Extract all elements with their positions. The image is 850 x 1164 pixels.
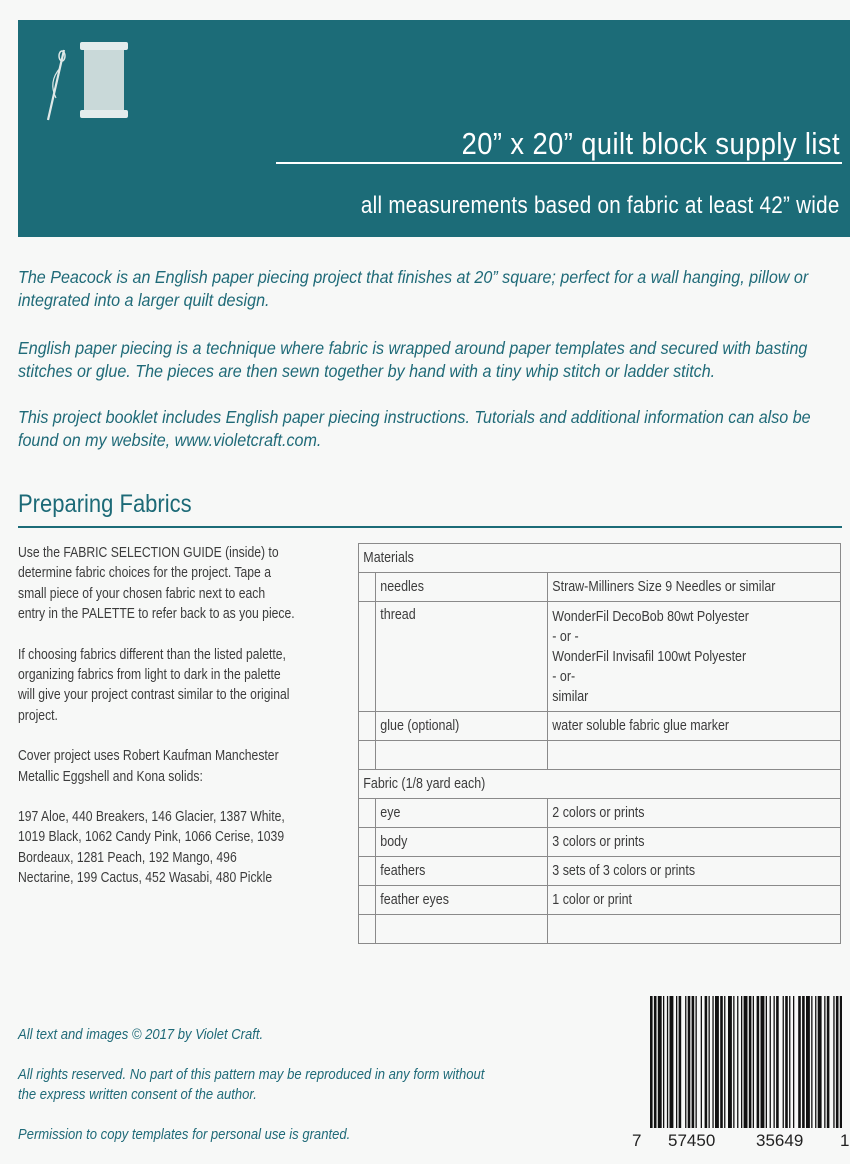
item-value: 3 sets of 3 colors or prints [552, 863, 696, 879]
instruction-paragraph: Cover project uses Robert Kaufman Manchester Metallic Eggshell and Kona solids: [18, 748, 279, 785]
page-subtitle: all measurements based on fabric at least 42” wide [361, 192, 840, 219]
header-banner [18, 20, 850, 237]
intro-paragraph-1: The Peacock is an English paper piecing project that finishes at 20” square; perfect for a wall hanging, pillow or integrated into a larger quilt design. [18, 267, 809, 310]
item-value: 3 colors or prints [552, 834, 645, 850]
table-row [359, 799, 841, 828]
barcode-group-1: 57450 [668, 1131, 716, 1150]
item-value [548, 607, 799, 707]
item-value: 2 colors or prints [552, 805, 645, 821]
item-label: needles [380, 579, 424, 595]
intro-paragraph-3: This project booklet includes English paper piecing instructions. Tutorials and additional information can also be found on my website, www.violetcraft.com. [18, 407, 811, 450]
barcode-digits [632, 1131, 850, 1153]
barcode-group-2: 35649 [756, 1131, 804, 1150]
rights-notice-line-1: All rights reserved. No part of this pattern may be reproduced in any form without [18, 1067, 485, 1083]
item-label: body [380, 834, 408, 850]
barcode-check-digit: 1 [840, 1131, 850, 1150]
table-row [359, 602, 841, 712]
fabric-instructions [18, 543, 295, 909]
item-label: thread [380, 607, 416, 623]
rights-notice-line-2: the express written consent of the author. [18, 1087, 257, 1103]
thread-option: similar [552, 689, 589, 705]
fabric-color-list: 197 Aloe, 440 Breakers, 146 Glacier, 1387 White, 1019 Black, 1062 Candy Pink, 1066 Cerise, 1039 Bordeaux, 1281 Peach, 192 Mango, 496 Nectarine, 199 Cactus, 452 Wasabi, 480 Pickle [18, 809, 285, 887]
instruction-paragraph: Use the FABRIC SELECTION GUIDE (inside) to determine fabric choices for the project. Tape a small piece of your chosen fabric next to each entry in the PALETTE to refer back to as you piece. [18, 545, 295, 623]
item-label: feather eyes [380, 892, 449, 908]
section-heading: Preparing Fabrics [18, 490, 192, 518]
copyright-notice: All text and images © 2017 by Violet Craft. [18, 1027, 264, 1043]
table-row [359, 886, 841, 915]
fabric-header: Fabric (1/8 yard each) [363, 776, 486, 792]
table-row [359, 573, 841, 602]
barcode-lead-digit: 7 [632, 1131, 642, 1150]
thread-option: - or- [552, 669, 576, 685]
instruction-paragraph: If choosing fabrics different than the listed palette, organizing fabrics from light to dark in the palette will give your project contrast similar to the original project. [18, 646, 290, 724]
banner-divider [276, 162, 842, 164]
section-divider [18, 526, 842, 528]
thread-option: WonderFil Invisafil 100wt Polyester [552, 649, 747, 665]
table-row [359, 915, 841, 944]
supply-table [358, 543, 841, 944]
item-value: Straw-Milliners Size 9 Needles or similar [552, 579, 776, 595]
intro-paragraph-2: English paper piecing is a technique where fabric is wrapped around paper templates and secured with basting stitches or glue. The pieces are then sewn together by hand with a tiny whip stitch or ladder stitch. [18, 338, 808, 381]
materials-header: Materials [363, 550, 414, 566]
table-row [359, 712, 841, 741]
upc-barcode [648, 996, 842, 1128]
item-value: water soluble fabric glue marker [552, 718, 730, 734]
table-row [359, 857, 841, 886]
permission-notice: Permission to copy templates for personal use is granted. [18, 1127, 351, 1143]
item-label: feathers [380, 863, 426, 879]
table-section-header [359, 770, 841, 799]
table-row [359, 741, 841, 770]
item-value: 1 color or print [552, 892, 633, 908]
thread-option: WonderFil DecoBob 80wt Polyester [552, 609, 749, 625]
table-section-header [359, 544, 841, 573]
item-label: eye [380, 805, 401, 821]
page-title: 20” x 20” quilt block supply list [461, 126, 840, 161]
table-row [359, 828, 841, 857]
thread-spool-and-needle-icon [40, 38, 136, 122]
item-label: glue (optional) [380, 718, 460, 734]
thread-option: - or - [552, 629, 579, 645]
